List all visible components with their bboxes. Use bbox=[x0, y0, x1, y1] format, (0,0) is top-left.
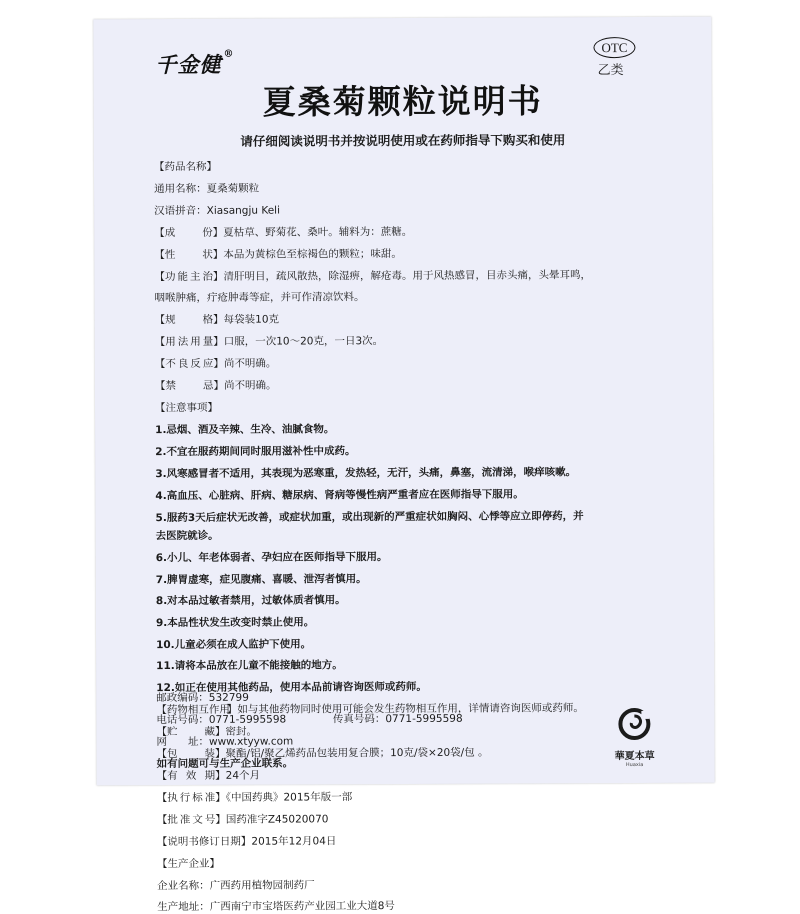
page-title: 夏桑菊颗粒说明书 bbox=[262, 81, 543, 122]
phone-value: 0771-5995598 bbox=[208, 713, 287, 726]
expiry-row: 【有 效 期】24个月 bbox=[156, 769, 261, 783]
precaution-item: 11.请将本品放在儿童不能接触的地方。 bbox=[156, 659, 343, 673]
section-manufacturer: 【生产企业】 bbox=[156, 857, 221, 871]
precaution-item: 12.如正在使用其他药品，使用本品前请咨询医师或药师。 bbox=[156, 680, 427, 695]
ingredients-label: 成 份 bbox=[164, 226, 213, 240]
otc-badge: OTC bbox=[593, 37, 635, 58]
indication-label: 功能主治 bbox=[164, 270, 213, 284]
storage-row: 【贮 藏】密封。 bbox=[156, 725, 257, 739]
precaution-item: 去医院就诊。 bbox=[155, 529, 219, 543]
approval-row: 【批准文号】国药准字Z45020070 bbox=[156, 813, 329, 827]
appearance-value: 本品为黄棕色至棕褐色的颗粒；味甜。 bbox=[223, 248, 402, 261]
precaution-item: 3.风寒感冒者不适用，其表现为恶寒重，发热轻，无汗，头痛，鼻塞，流清涕，喉痒咳嗽。 bbox=[155, 466, 577, 481]
fax-value: 0771-5995598 bbox=[385, 712, 463, 726]
precaution-item: 9.本品性状发生改变时禁止使用。 bbox=[155, 616, 315, 630]
website-label: 网 址： bbox=[156, 735, 210, 749]
precaution-item: 6.小儿、年老体弱者、孕妇应在医师指导下服用。 bbox=[155, 551, 388, 565]
storage-label: 贮 藏 bbox=[166, 725, 215, 739]
precaution-item: 10.儿童必须在成人监护下使用。 bbox=[156, 638, 312, 652]
generic-name-value: 夏桑菊颗粒 bbox=[206, 182, 260, 195]
huaxia-logo bbox=[604, 707, 664, 768]
precaution-item: 1.忌烟、酒及辛辣、生冷、油腻食物。 bbox=[155, 423, 335, 437]
revision-value: 2015年12月04日 bbox=[251, 835, 337, 848]
logo-subtext: Huaxia bbox=[625, 761, 644, 769]
package-value: 聚酯/铝/聚乙烯药品包装用复合膜；10克/袋×20袋/包 。 bbox=[225, 746, 489, 760]
precaution-item: 2.不宜在服药期间同时服用滋补性中成药。 bbox=[155, 445, 356, 459]
spec-row: 【规 格】每袋装10克 bbox=[154, 313, 280, 327]
indication-line2: 咽喉肿痛，疔疮肿毒等症，并可作清凉饮料。 bbox=[154, 291, 365, 305]
phone-row bbox=[156, 711, 462, 727]
revision-label: 说明书修订日期 bbox=[167, 835, 241, 849]
phone-label: 电话号码： bbox=[156, 713, 209, 727]
website-value: www.xtyyw.com bbox=[208, 735, 294, 748]
approval-label: 批准文号 bbox=[167, 813, 216, 827]
section-precautions: 【注意事项】 bbox=[155, 401, 219, 415]
pinyin-row bbox=[154, 203, 280, 219]
interaction-label: 药物相互作用 bbox=[166, 703, 230, 717]
company-name-row bbox=[157, 877, 315, 893]
revision-row: 【说明书修订日期】2015年12月04日 bbox=[156, 835, 337, 849]
appearance-row: 【性 状】本品为黄棕色至棕褐色的颗粒；味甜。 bbox=[154, 248, 402, 262]
contra-label: 禁 忌 bbox=[165, 379, 214, 393]
registered-mark: ® bbox=[223, 48, 235, 60]
appearance-label: 性 状 bbox=[164, 248, 213, 262]
page-subtitle: 请仔细阅读说明书并按说明使用或在药师指导下购买和使用 bbox=[240, 132, 566, 149]
adverse-row: 【不良反应】尚不明确。 bbox=[154, 357, 277, 371]
expiry-value: 24个月 bbox=[225, 769, 261, 782]
generic-name-row bbox=[154, 181, 259, 196]
dosage-row: 【用法用量】口服，一次10～20克，一日3次。 bbox=[154, 335, 384, 349]
contact-note: 如有问题可与生产企业联系。 bbox=[156, 757, 294, 771]
address-row bbox=[157, 898, 395, 914]
interaction-row: 【药物相互作用】如与其他药物同时使用可能会发生药物相互作用，详情请咨询医师或药师。 bbox=[156, 702, 584, 717]
website-row bbox=[156, 733, 293, 749]
postcode-row bbox=[156, 690, 249, 705]
company-name-label: 企业名称： bbox=[157, 879, 210, 893]
interaction-value: 如与其他药物同时使用可能会发生药物相互作用，详情请咨询医师或药师。 bbox=[237, 702, 584, 716]
dosage-label: 用法用量 bbox=[165, 335, 214, 349]
dragon-emblem-icon bbox=[617, 707, 651, 741]
generic-name-label: 通用名称： bbox=[154, 182, 207, 196]
otc-class: 乙类 bbox=[597, 63, 624, 79]
brand-logo bbox=[155, 49, 234, 79]
standard-value: 《中国药典》2015年版一部 bbox=[225, 791, 353, 804]
company-name-value: 广西药用植物园制药厂 bbox=[209, 879, 315, 892]
pinyin-value: Xiasangju Keli bbox=[206, 204, 281, 217]
brand-name: 千金健 bbox=[155, 51, 222, 78]
expiry-label: 有 效 期 bbox=[167, 769, 216, 783]
spec-label: 规 格 bbox=[165, 313, 214, 327]
approval-value: 国药准字Z45020070 bbox=[225, 813, 329, 826]
postcode-value: 532799 bbox=[208, 691, 249, 704]
standard-row: 【执行标准】《中国药典》2015年版一部 bbox=[156, 791, 353, 805]
package-label: 包 装 bbox=[167, 747, 216, 761]
standard-label: 执行标准 bbox=[167, 791, 216, 805]
adverse-label: 不良反应 bbox=[165, 357, 214, 371]
postcode-label: 邮政编码： bbox=[156, 691, 209, 705]
instruction-sheet bbox=[93, 17, 714, 914]
section-drug-name: 【药品名称】 bbox=[153, 160, 218, 174]
pinyin-label: 汉语拼音： bbox=[154, 204, 207, 218]
precaution-item: 8.对本品过敏者禁用，过敏体质者慎用。 bbox=[155, 594, 346, 608]
ingredients-row: 【成 份】夏枯草、野菊花、桑叶。辅料为：蔗糖。 bbox=[154, 225, 413, 240]
contra-value: 尚不明确。 bbox=[223, 379, 277, 392]
indication-line1: 清肝明目，疏风散热，除湿痹，解疮毒。用于风热感冒，目赤头痛，头晕耳鸣， bbox=[223, 269, 591, 283]
adverse-value: 尚不明确。 bbox=[223, 357, 277, 370]
precaution-item: 5.服药3天后症状无改善，或症状加重，或出现新的严重症状如胸闷、心悸等应立即停药，并 bbox=[155, 510, 584, 525]
address-value: 广西南宁市宝塔医药产业园工业大道8号 bbox=[209, 900, 395, 913]
spec-value: 每袋装10克 bbox=[223, 313, 280, 326]
indication-row: 【功能主治】清肝明目，疏风散热，除湿痹，解疮毒。用于风热感冒，目赤头痛，头晕耳鸣， bbox=[154, 269, 591, 284]
precaution-item: 7.脾胃虚寒，症见腹痛、喜暖、泄泻者慎用。 bbox=[155, 573, 367, 587]
dosage-value: 口服，一次10～20克，一日3次。 bbox=[223, 335, 384, 348]
ingredients-value: 夏枯草、野菊花、桑叶。辅料为：蔗糖。 bbox=[223, 225, 413, 239]
logo-text: 華夏本草 bbox=[614, 750, 655, 763]
storage-value: 密封。 bbox=[225, 725, 257, 738]
contra-row: 【禁 忌】尚不明确。 bbox=[154, 379, 277, 393]
fax-label: 传真号码： bbox=[332, 713, 386, 726]
precaution-item: 4.高血压、心脏病、肝病、糖尿病、肾病等慢性病严重者应在医师指导下服用。 bbox=[155, 488, 524, 503]
package-row: 【包 装】聚酯/铝/聚乙烯药品包装用复合膜；10克/袋×20袋/包 。 bbox=[156, 746, 489, 761]
address-label: 生产地址： bbox=[157, 900, 210, 914]
